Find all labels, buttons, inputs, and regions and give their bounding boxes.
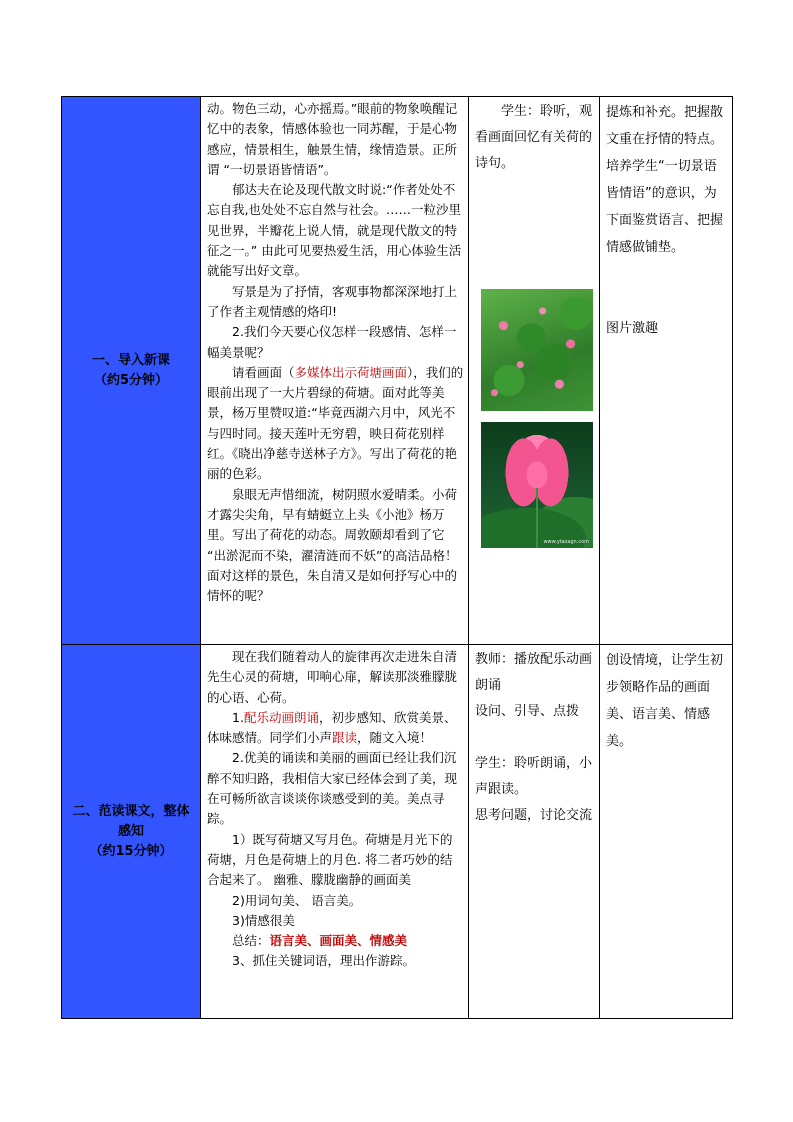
text-run: 2.我们今天要心仪怎样一段感情、怎样一幅美景呢？ (207, 324, 457, 360)
stage-cell (62, 97, 201, 645)
activity-text: 学生：聆听朗诵，小声跟读。 (475, 756, 593, 797)
paragraph (207, 282, 464, 323)
paragraph (207, 830, 464, 891)
paragraph (207, 647, 464, 708)
text-run: 2.优美的诵读和美丽的画面已经让我们沉醉不知归路，我相信大家已经体会到了美，现在可畅所欲言谈谈你谈感受到的美。美点寻踪。 (207, 750, 458, 827)
highlight-text: 多媒体出示荷塘画面 (294, 364, 408, 380)
lotus-stem (536, 488, 538, 548)
paragraph (207, 99, 464, 180)
stage-cell (62, 645, 201, 1019)
paragraph (207, 485, 464, 607)
lotus-flower-photo (481, 422, 593, 548)
highlight-text: 跟读 (332, 730, 358, 746)
paragraph (207, 363, 464, 485)
text-run: 写景是为了抒情，客观事物都深深地打上了作者主观情感的烙印! (207, 283, 458, 319)
text-run: 郁达夫在论及现代散文时说:“作者处处不忘自我,也处处不忘自然与社会。……一粒沙里见世界，半瓣花上说人情，就是现代散文的特征之一。” 由此可见要热爱生活，用心体验生活就能写出好文章。 (207, 182, 462, 279)
intent-cell (600, 645, 733, 1019)
stage-duration: （约15分钟） (89, 843, 173, 859)
intent-text: 创设情境，让学生初步领略作品的画面美、语言美、情感美。 (606, 653, 724, 749)
activity-text: 学生：聆听，观看画面回忆有关荷的诗句。 (475, 104, 593, 171)
intent-text: 提炼和补充。把握散文重在抒情的特点。培养学生“一切景语皆情语”的意识，为下面鉴赏语言、把握情感做铺垫。 (606, 105, 724, 255)
activity-text: 思考问题，讨论交流 (475, 808, 593, 823)
text-run: 1. (232, 709, 244, 725)
text-run: 3)情感很美 (232, 912, 295, 928)
text-run: 动。物色三动，心亦摇焉。”眼前的物象唤醒记忆中的表象，情感体验也一同苏醒，于是心物感应，情景相生，触景生情，缘情造景。正所谓 “一切景语皆情语”。 (207, 101, 458, 177)
content-cell (201, 97, 469, 645)
text-run: 1）既写荷塘又写月色。荷塘是月光下的荷塘，月色是荷塘上的月色. 将二者巧妙的结合起来了。 幽雅、朦胧幽静的画面美 (207, 831, 453, 888)
table-row (62, 645, 733, 1019)
photo-watermark: www.ylaoagn.com (543, 539, 589, 545)
paragraph (207, 951, 464, 971)
lotus-pond-photo (481, 289, 593, 411)
text-run: 泉眼无声惜细流，树阴照水爱晴柔。小荷才露尖尖角，早有蜻蜓立上头《小池》杨万里。写出了荷花的动态。周敦颐却看到了它 “出淤泥而不染，濯清涟而不妖”的高洁品格！面对这样的景色，朱自清又是如何抒写心中的情怀的呢？ (207, 486, 458, 604)
paragraph (207, 891, 464, 911)
stage-title: 一、导入新课 (91, 352, 170, 368)
activity-cell (469, 645, 600, 1019)
text-run: ，初步感知、欣赏美景、体味感情。同学们小声 (207, 709, 457, 746)
activity-cell (469, 97, 600, 645)
highlight-text: 语言美、画面美、情感美 (269, 933, 408, 949)
text-run: ），我们的眼前出现了一大片碧绿的荷塘。面对此等美景，杨万里赞叹道:“毕竟西湖六月中，风光不与四时同。接天莲叶无穷碧，映日荷花别样红。《晓出净慈寺送林子方》。写出了荷花的艳丽的色彩。 (207, 364, 464, 482)
text-run: 现在我们随着动人的旋律再次走进朱自清先生心灵的荷塘，叩响心扉，解读那淡雅朦胧的心语、心荷。 (207, 649, 458, 705)
text-run: 3、抓住关键词语，理出作游踪。 (232, 953, 415, 969)
text-run: 请看画面（ (232, 364, 295, 380)
text-run: ，随文入境！ (357, 730, 433, 746)
intent-text: 图片激趣 (606, 321, 659, 336)
activity-text: 设问、引导、点拨 (475, 704, 580, 719)
text-run: 总结： (232, 933, 270, 949)
activity-text (475, 725, 595, 751)
stage-duration: （约5分钟） (93, 372, 169, 388)
paragraph (207, 180, 464, 281)
paragraph (207, 931, 464, 951)
paragraph (207, 748, 464, 829)
content-cell (201, 645, 469, 1019)
stage-title-cont: 感知 (117, 823, 144, 839)
intent-cell (600, 97, 733, 645)
intent-text (606, 288, 728, 315)
highlight-text: 配乐动画朗诵 (243, 709, 319, 725)
lesson-plan-table (61, 96, 733, 1019)
table-row (62, 97, 733, 645)
paragraph (207, 911, 464, 931)
activity-text: 教师：播放配乐动画朗诵 (475, 652, 593, 693)
intent-text (606, 261, 728, 288)
stage-title: 二、范读课文，整体 (72, 803, 190, 819)
text-run: 2)用词句美、 语言美。 (232, 892, 362, 908)
paragraph (207, 322, 464, 363)
paragraph (207, 708, 464, 749)
